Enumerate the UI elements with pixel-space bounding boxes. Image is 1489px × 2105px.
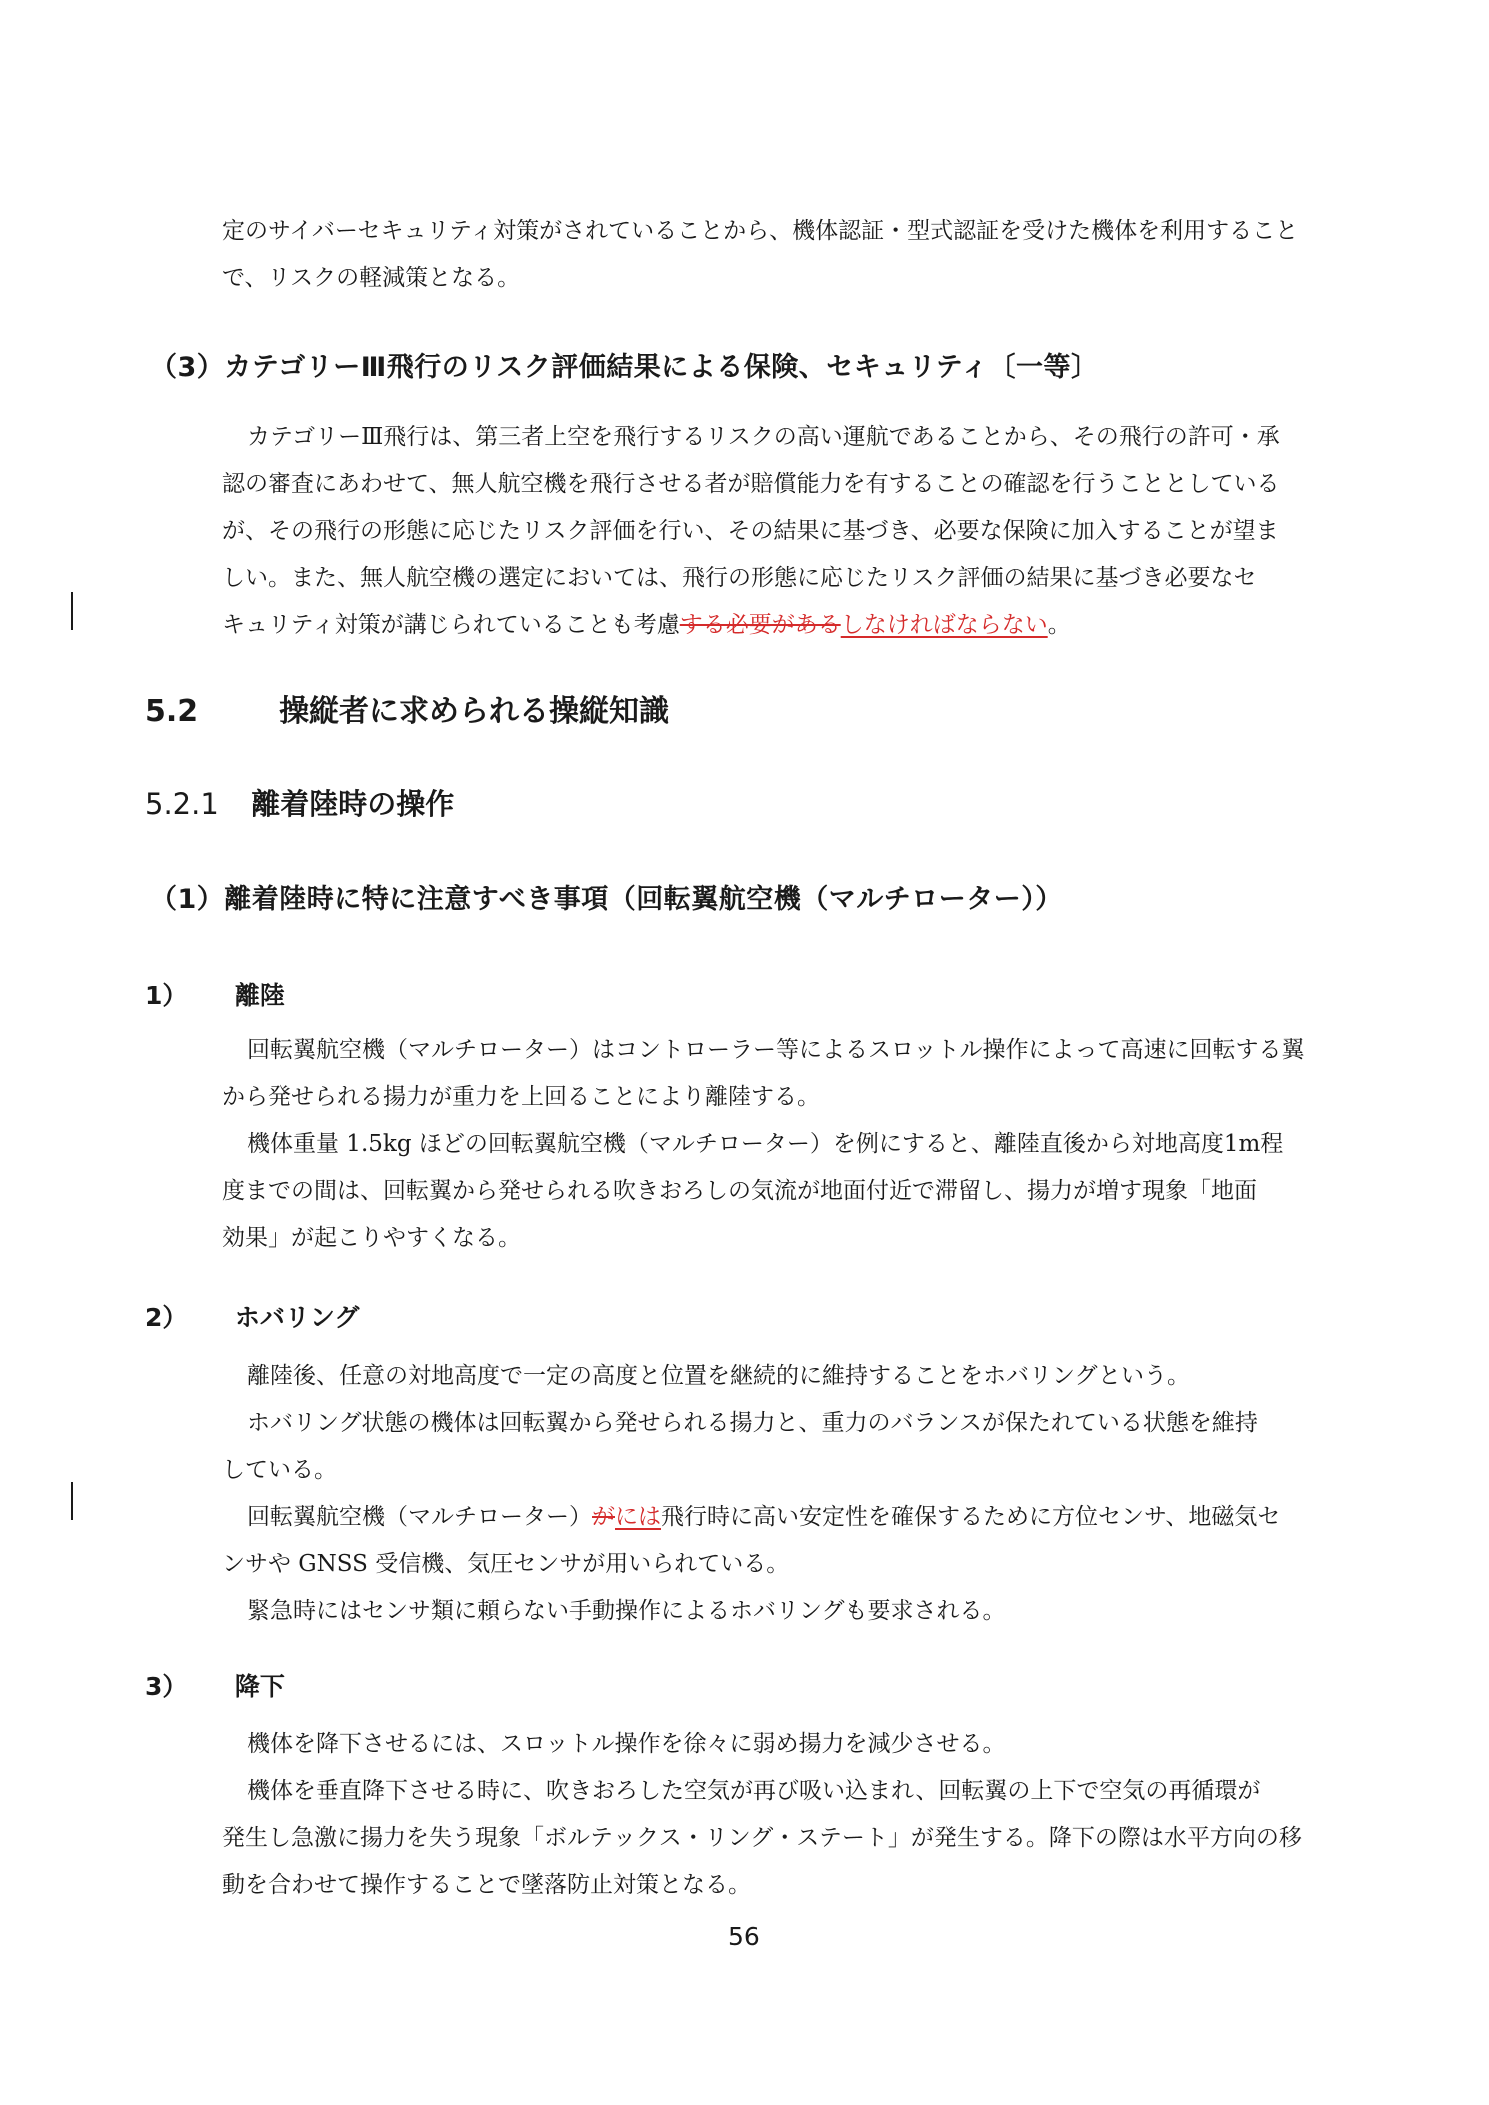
section-number: 5.2.1 [145,787,219,821]
text-line: カテゴリーⅢ飛行は、第三者上空を飛行するリスクの高い運航であることから、その飛行の許可・承 [247,424,1280,450]
inserted-text: には [615,1504,661,1530]
text-line: ホバリング状態の機体は回転翼から発せられる揚力と、重力のバランスが保たれている状態を維持 [247,1410,1258,1436]
text-line: から発せられる揚力が重力を上回ることにより離陸する。 [222,1084,820,1110]
text-line: 認の審査にあわせて、無人航空機を飛行させる者が賠償能力を有することの確認を行うこととしている [222,471,1280,497]
text-line: 機体を垂直降下させる時に、吹きおろした空気が再び吸い込まれ、回転翼の上下で空気の再循環が [247,1778,1261,1804]
item1-paragraph [222,1027,1352,1262]
text-line [222,1494,1352,1541]
top-paragraph [222,208,1352,302]
text-line [222,602,1352,649]
item3-paragraph [222,1721,1352,1909]
text-line: 度までの間は、回転翼から発せられる吹きおろしの気流が地面付近で滞留し、揚力が増す現象「地面 [222,1178,1257,1204]
inserted-text: しなければならない [840,612,1048,638]
text-segment: キュリティ対策が講じられていることも考慮 [222,612,680,638]
item-number: 2） [145,1303,188,1332]
text-line: ンサや GNSS 受信機、気圧センサが用いられている。 [222,1551,790,1577]
text-segment: 飛行時に高い安定性を確保するために方位センサ、地磁気セ [661,1504,1281,1530]
text-line: が、その飛行の形態に応じたリスク評価を行い、その結果に基づき、必要な保険に加入することが望ま [222,518,1279,544]
section-heading: （3）カテゴリーⅢ飛行のリスク評価結果による保険、セキュリティ〔一等〕 [150,352,1099,383]
item-title: 離陸 [234,981,285,1010]
deleted-text: する必要がある [679,612,841,638]
text-segment: 。 [1047,612,1071,638]
change-bar [71,592,73,630]
text-line: で、リスクの軽減策となる。 [222,265,521,291]
text-line: 回転翼航空機（マルチローター）はコントローラー等によるスロットル操作によって高速に回転する翼 [247,1037,1305,1063]
text-segment: 回転翼航空機（マルチローター） [247,1504,592,1530]
text-line: 緊急時にはセンサ類に頼らない手動操作によるホバリングも要求される。 [247,1598,1006,1624]
text-line: 定のサイバーセキュリティ対策がされていることから、機体認証・型式認証を受けた機体を利用すること [222,218,1299,244]
text-line: 発生し急激に揚力を失う現象「ボルテックス・リング・ステート」が発生する。降下の際は水平方向の移 [222,1825,1302,1851]
section3-paragraph [222,414,1352,649]
section-heading-5-2 [145,686,669,730]
text-line: 機体を降下させるには、スロットル操作を徐々に弱め揚力を減少させる。 [247,1731,1006,1757]
page-number: 56 [728,1922,760,1951]
subsection-heading: （1）離着陸時に特に注意すべき事項（回転翼航空機（マルチローター）） [150,884,1063,915]
item-heading [145,1667,285,1703]
item-heading [145,976,285,1012]
item-number: 1） [145,981,188,1010]
section-title: 操縦者に求められる操縦知識 [279,694,670,729]
item-title: 降下 [234,1672,285,1701]
item-heading [145,1298,359,1334]
text-line: 機体重量 1.5kg ほどの回転翼航空機（マルチローター）を例にすると、離陸直後から対地高度1m程 [247,1131,1284,1157]
section-title: 離着陸時の操作 [251,787,455,821]
text-line: しい。また、無人航空機の選定においては、飛行の形態に応じたリスク評価の結果に基づき必要なセ [222,565,1257,591]
item2-paragraph [222,1353,1352,1635]
text-line: 動を合わせて操作することで墜落防止対策となる。 [222,1872,751,1898]
section-heading-5-2-1 [145,782,454,823]
deleted-text: が [592,1504,615,1530]
change-bar [71,1482,73,1520]
item-title: ホバリング [234,1303,360,1332]
text-line: 離陸後、任意の対地高度で一定の高度と位置を継続的に維持することをホバリングという。 [247,1363,1190,1389]
text-line: 効果」が起こりやすくなる。 [222,1225,521,1251]
section-number: 5.2 [145,694,199,729]
item-number: 3） [145,1672,188,1701]
text-line: している。 [222,1457,337,1483]
